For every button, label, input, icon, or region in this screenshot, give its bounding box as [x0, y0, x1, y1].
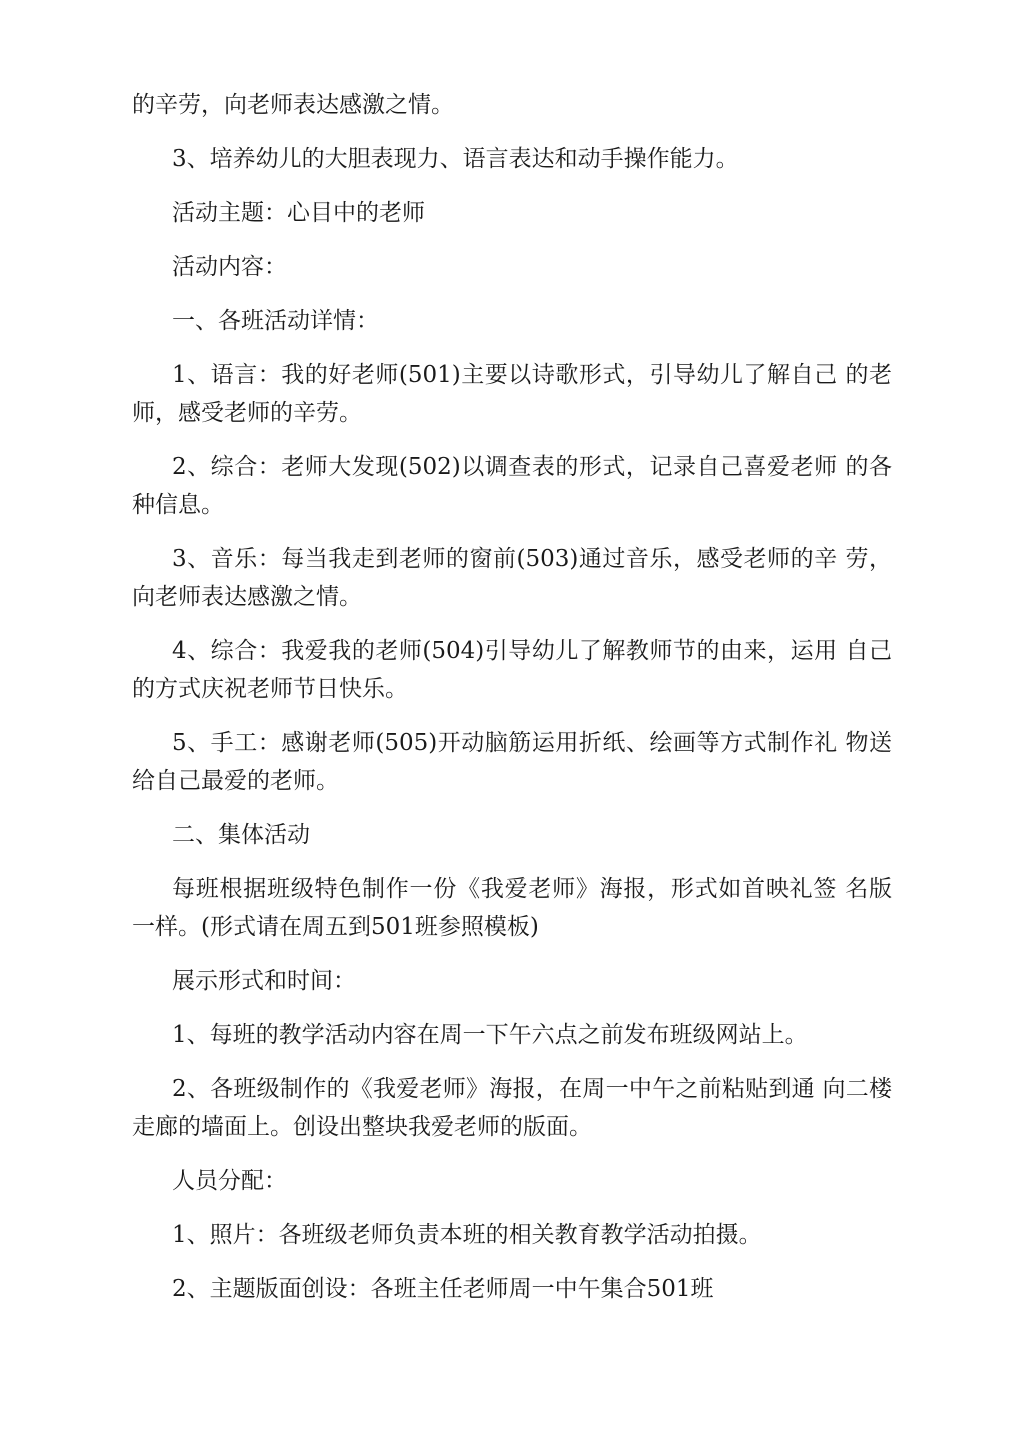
paragraph-display-2: 2、各班级制作的《我爱老师》海报，在周一中午之前粘贴到通 向二楼走廊的墙面上。创设出整块我爱老师的版面。 [132, 1076, 892, 1140]
paragraph-poster: 每班根据班级特色制作一份《我爱老师》海报，形式如首映礼签 名版一样。(形式请在周五到501班参照模板) [132, 876, 892, 940]
paragraph-section-2-heading: 二、集体活动 [172, 822, 310, 848]
paragraph-staff-heading: 人员分配： [172, 1168, 287, 1194]
paragraph-section-1-heading: 一、各班活动详情： [172, 308, 379, 334]
paragraph-staff-2: 2、主题版面创设：各班主任老师周一中午集合501班 [172, 1276, 714, 1302]
paragraph-class-503: 3、音乐：每当我走到老师的窗前(503)通过音乐，感受老师的辛 劳，向老师表达感激之情。 [132, 546, 892, 610]
paragraph-class-501: 1、语言：我的好老师(501)主要以诗歌形式，引导幼儿了解自己 的老师，感受老师的辛劳。 [132, 362, 892, 426]
paragraph-class-505: 5、手工：感谢老师(505)开动脑筋运用折纸、绘画等方式制作礼 物送给自己最爱的老师。 [132, 730, 892, 794]
paragraph-activity-content-heading: 活动内容： [172, 254, 287, 280]
paragraph-activity-theme: 活动主题：心目中的老师 [172, 200, 425, 226]
paragraph-display-heading: 展示形式和时间： [172, 968, 356, 994]
paragraph-display-1: 1、每班的教学活动内容在周一下午六点之前发布班级网站上。 [172, 1022, 808, 1048]
paragraph-goal-3: 3、培养幼儿的大胆表现力、语言表达和动手操作能力。 [172, 146, 739, 172]
document-body [132, 86, 892, 1324]
paragraph-class-502: 2、综合：老师大发现(502)以调查表的形式，记录自己喜爱老师 的各种信息。 [132, 454, 892, 518]
paragraph-staff-1: 1、照片：各班级老师负责本班的相关教育教学活动拍摄。 [172, 1222, 762, 1248]
paragraph-class-504: 4、综合：我爱我的老师(504)引导幼儿了解教师节的由来，运用 自己的方式庆祝老师节日快乐。 [132, 638, 892, 702]
paragraph-continuation: 的辛劳，向老师表达感激之情。 [132, 92, 454, 118]
